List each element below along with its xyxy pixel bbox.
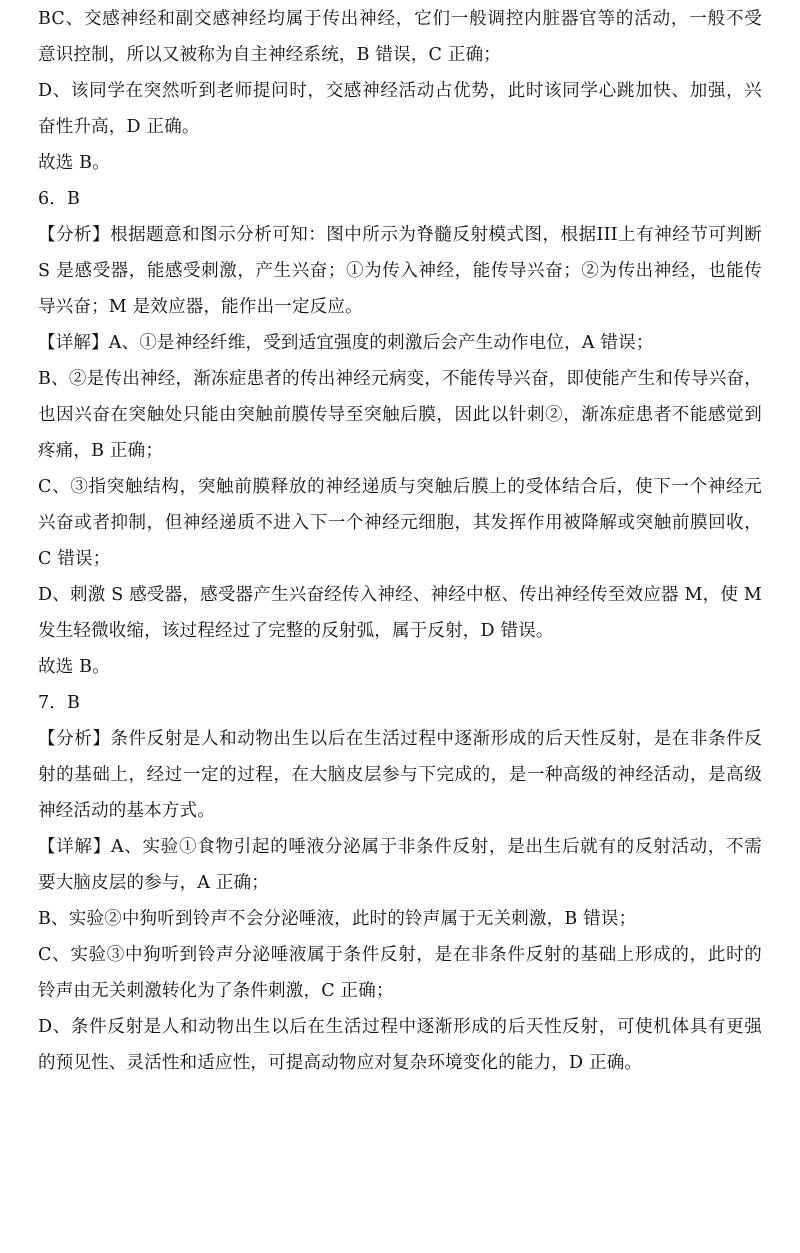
- text-line: B、实验②中狗听到铃声不会分泌唾液，此时的铃声属于无关刺激，B 错误；: [38, 909, 637, 929]
- text-line: 射的基础上，经过一定的过程，在大脑皮层参与下完成的，是一种高级的神经活动，是高级: [38, 765, 762, 785]
- text-line: D、条件反射是人和动物出生以后在生活过程中逐渐形成的后天性反射，可使机体具有更强: [38, 1017, 762, 1037]
- text-line: 故选 B。: [38, 153, 110, 173]
- text-line: S 是感受器，能感受刺激，产生兴奋；①为传入神经，能传导兴奋；②为传出神经，也能传: [38, 261, 762, 281]
- text-line: 兴奋或者抑制，但神经递质不进入下一个神经元细胞，其发挥作用被降解或突触前膜回收，: [38, 513, 762, 533]
- question-number: 6．B: [38, 189, 81, 209]
- text-line: C、③指突触结构，突触前膜释放的神经递质与突触后膜上的受体结合后，使下一个神经元: [38, 477, 762, 497]
- text-line: 发生轻微收缩，该过程经过了完整的反射弧，属于反射，D 错误。: [38, 621, 554, 641]
- text-line: 【详解】A、实验①食物引起的唾液分泌属于非条件反射，是出生后就有的反射活动，不需: [38, 837, 762, 857]
- text-line: BC、交感神经和副交感神经均属于传出神经，它们一般调控内脏器官等的活动，一般不受: [38, 9, 762, 29]
- text-line: 疼痛，B 正确；: [38, 441, 164, 461]
- text-line: B、②是传出神经，渐冻症患者的传出神经元病变，不能传导兴奋，即使能产生和传导兴奋，: [38, 369, 762, 389]
- text-line: 奋性升高，D 正确。: [38, 117, 200, 137]
- text-line: D、刺激 S 感受器，感受器产生兴奋经传入神经、神经中枢、传出神经传至效应器 M，使 M: [38, 585, 762, 605]
- text-line: D、该同学在突然听到老师提问时，交感神经活动占优势，此时该同学心跳加快、加强，兴: [38, 81, 762, 101]
- text-line: 的预见性、灵活性和适应性，可提高动物应对复杂环境变化的能力，D 正确。: [38, 1053, 643, 1073]
- text-line: 导兴奋；M 是效应器，能作出一定反应。: [38, 297, 363, 317]
- text-line: 【详解】A、①是神经纤维，受到适宜强度的刺激后会产生动作电位，A 错误；: [38, 333, 654, 353]
- text-line: 也因兴奋在突触处只能由突触前膜传导至突触后膜，因此以针刺②，渐冻症患者不能感觉到: [38, 405, 762, 425]
- text-line: 故选 B。: [38, 657, 110, 677]
- text-line: C 错误；: [38, 549, 111, 569]
- text-line: C、实验③中狗听到铃声分泌唾液属于条件反射，是在非条件反射的基础上形成的，此时的: [38, 945, 762, 965]
- text-line: 【分析】根据题意和图示分析可知：图中所示为脊髓反射模式图，根据III上有神经节可判断: [38, 225, 762, 245]
- text-line: 要大脑皮层的参与，A 正确；: [38, 873, 269, 893]
- question-number: 7．B: [38, 693, 81, 713]
- text-line: 铃声由无关刺激转化为了条件刺激，C 正确；: [38, 981, 394, 1001]
- text-line: 意识控制，所以又被称为自主神经系统，B 错误，C 正确；: [38, 45, 501, 65]
- text-line: 【分析】条件反射是人和动物出生以后在生活过程中逐渐形成的后天性反射，是在非条件反: [38, 729, 762, 749]
- text-line: 神经活动的基本方式。: [38, 801, 215, 821]
